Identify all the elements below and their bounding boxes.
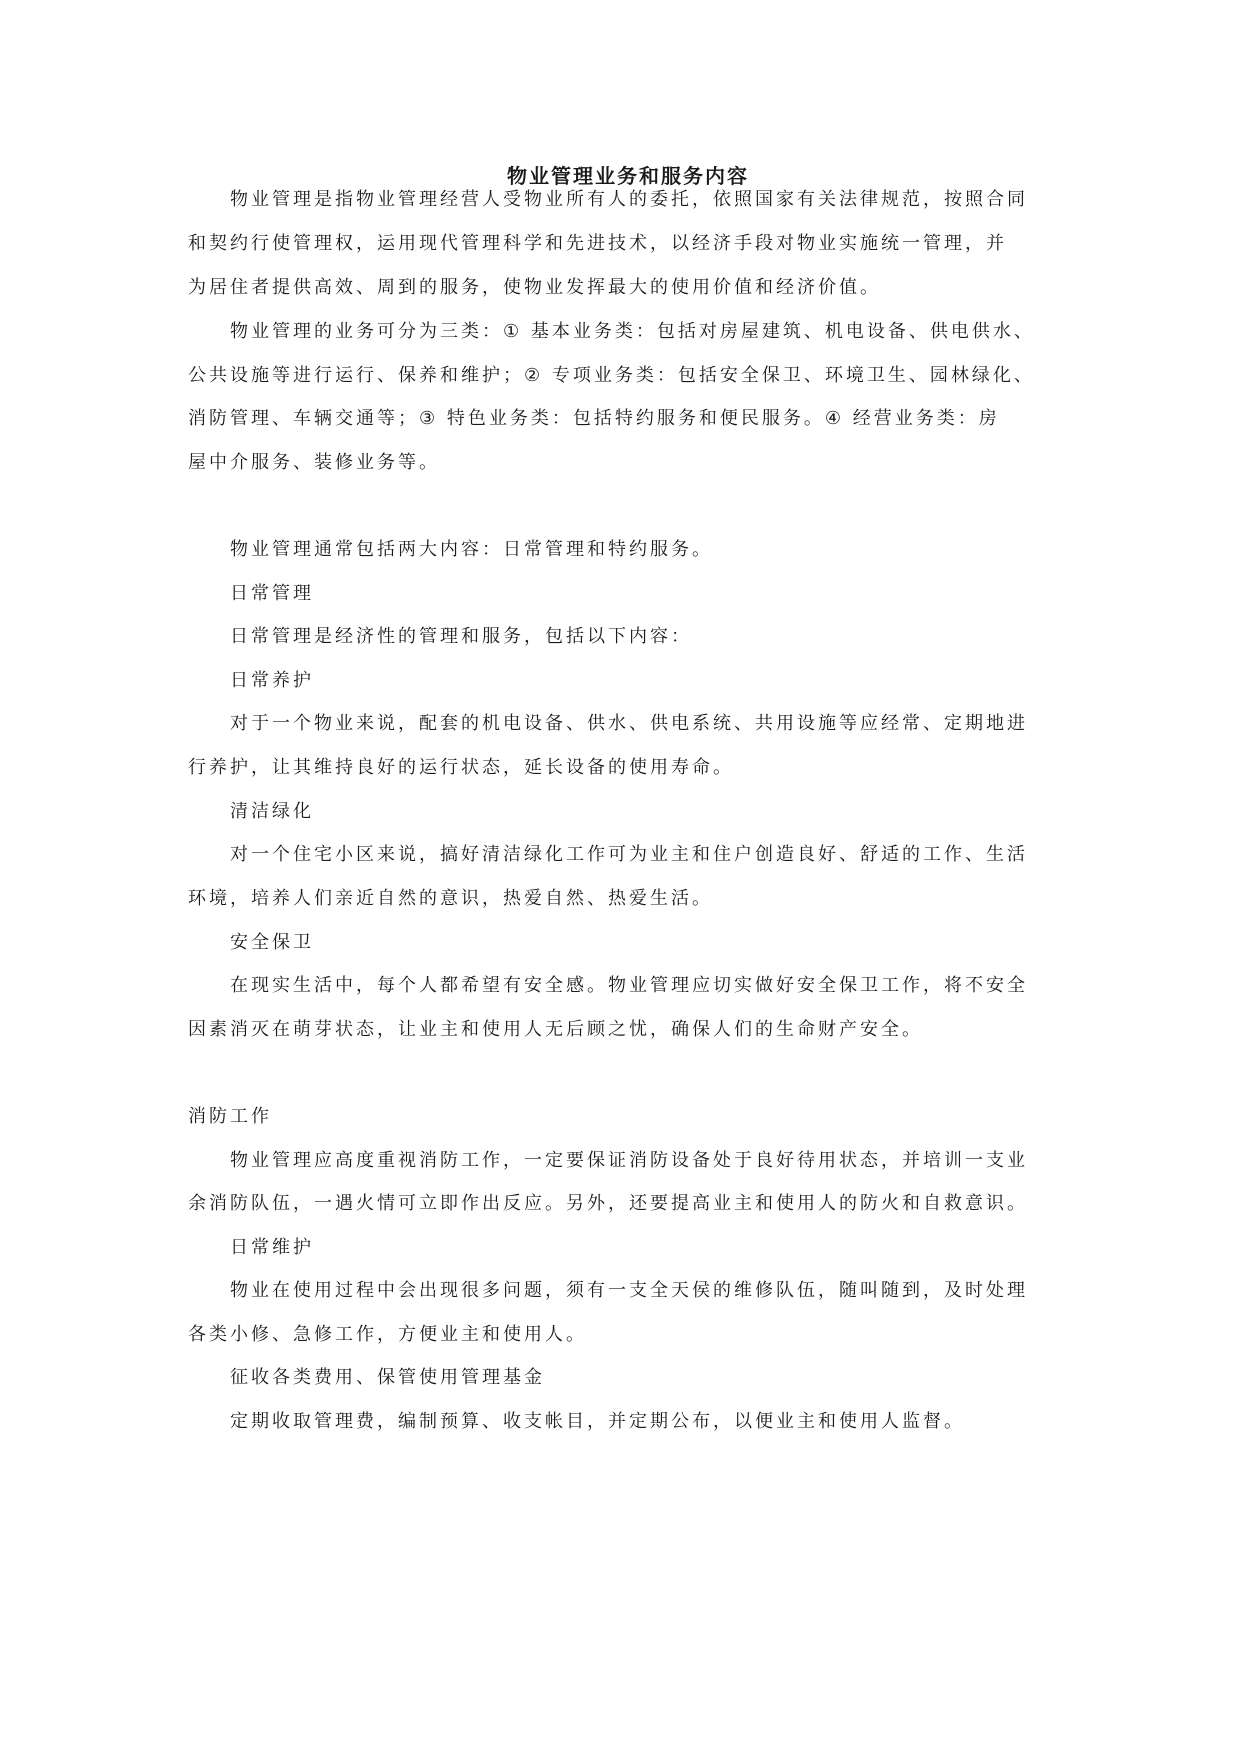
section-heading: 安全保卫 bbox=[230, 932, 314, 953]
paragraph-line: 物业管理的业务可分为三类：① 基本业务类：包括对房屋建筑、机电设备、供电供水、 bbox=[230, 321, 1035, 342]
paragraph-line: 为居住者提供高效、周到的服务，使物业发挥最大的使用价值和经济价值。 bbox=[188, 277, 881, 298]
paragraph-line: 公共设施等进行运行、保养和维护；② 专项业务类：包括安全保卫、环境卫生、园林绿化、 bbox=[188, 365, 1035, 386]
paragraph-line: 定期收取管理费，编制预算、收支帐目，并定期公布，以便业主和使用人监督。 bbox=[230, 1411, 965, 1432]
paragraph-line: 日常管理是经济性的管理和服务，包括以下内容： bbox=[230, 626, 692, 647]
paragraph-line: 物业管理是指物业管理经营人受物业所有人的委托，依照国家有关法律规范，按照合同 bbox=[230, 189, 1028, 210]
section-heading: 日常管理 bbox=[230, 583, 314, 604]
section-heading: 消防工作 bbox=[188, 1106, 272, 1127]
section-heading: 日常养护 bbox=[230, 670, 314, 691]
paragraph-line: 对一个住宅小区来说，搞好清洁绿化工作可为业主和住户创造良好、舒适的工作、生活 bbox=[230, 844, 1028, 865]
paragraph-line: 因素消灭在萌芽状态，让业主和使用人无后顾之忧，确保人们的生命财产安全。 bbox=[188, 1019, 923, 1040]
paragraph-line: 消防管理、车辆交通等；③ 特色业务类：包括特约服务和便民服务。④ 经营业务类：房 bbox=[188, 408, 1000, 429]
paragraph-line: 环境，培养人们亲近自然的意识，热爱自然、热爱生活。 bbox=[188, 888, 713, 909]
paragraph-line: 各类小修、急修工作，方便业主和使用人。 bbox=[188, 1324, 587, 1345]
paragraph-line: 对于一个物业来说，配套的机电设备、供水、供电系统、共用设施等应经常、定期地进 bbox=[230, 713, 1028, 734]
section-heading: 日常维护 bbox=[230, 1237, 314, 1258]
paragraph-line: 物业管理通常包括两大内容：日常管理和特约服务。 bbox=[230, 539, 713, 560]
document-title: 物业管理业务和服务内容 bbox=[507, 164, 749, 188]
paragraph-line: 余消防队伍，一遇火情可立即作出反应。另外，还要提高业主和使用人的防火和自救意识。 bbox=[188, 1193, 1028, 1214]
paragraph-line: 物业管理应高度重视消防工作，一定要保证消防设备处于良好待用状态，并培训一支业 bbox=[230, 1150, 1028, 1171]
paragraph-line: 屋中介服务、装修业务等。 bbox=[188, 452, 440, 473]
paragraph-line: 和契约行使管理权，运用现代管理科学和先进技术，以经济手段对物业实施统一管理，并 bbox=[188, 233, 1007, 254]
paragraph-line: 行养护，让其维持良好的运行状态，延长设备的使用寿命。 bbox=[188, 757, 734, 778]
section-heading: 征收各类费用、保管使用管理基金 bbox=[230, 1367, 545, 1388]
section-heading: 清洁绿化 bbox=[230, 801, 314, 822]
document-page bbox=[188, 0, 1068, 1754]
paragraph-line: 物业在使用过程中会出现很多问题，须有一支全天侯的维修队伍，随叫随到，及时处理 bbox=[230, 1280, 1028, 1301]
paragraph-line: 在现实生活中，每个人都希望有安全感。物业管理应切实做好安全保卫工作，将不安全 bbox=[230, 975, 1028, 996]
